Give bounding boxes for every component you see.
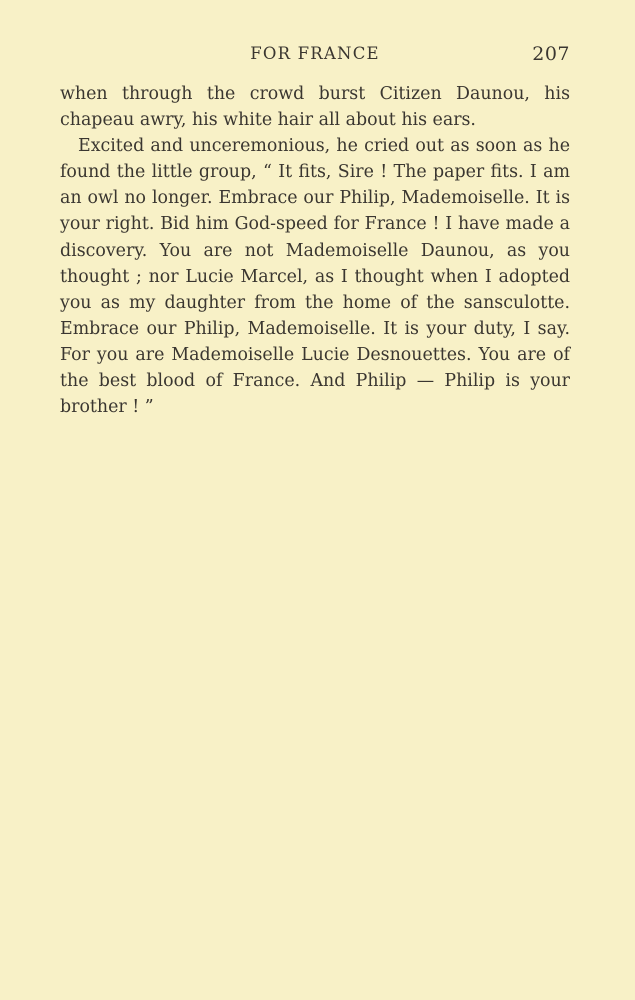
running-head — [60, 41, 570, 67]
paragraph-continuation: when through the crowd burst Citizen Daunou, his chapeau awry, his white hair all about his ears. — [60, 84, 570, 131]
body-text — [60, 81, 570, 420]
running-title: FOR FRANCE — [250, 44, 380, 63]
paragraph-daunou-speech: Excited and unceremonious, he cried out as soon as he found the little group, “ It fits, Sire ! The paper fits. I am an owl no longer. Embrace our Philip, Mademoiselle. It is your right. Bid him God-speed for France ! I have made a discovery. You are not Mademoiselle Daunou, as you thought ; nor Lucie Marcel, as I thought when I adopted you as my daughter from the home of the sansculotte. Embrace our Philip, Mademoiselle. It is your duty, I say. For you are Mademoiselle Lucie Desnouettes. You are of the best blood of France. And Philip — Philip is your brother ! ” — [60, 136, 570, 418]
page-number: 207 — [532, 43, 570, 65]
